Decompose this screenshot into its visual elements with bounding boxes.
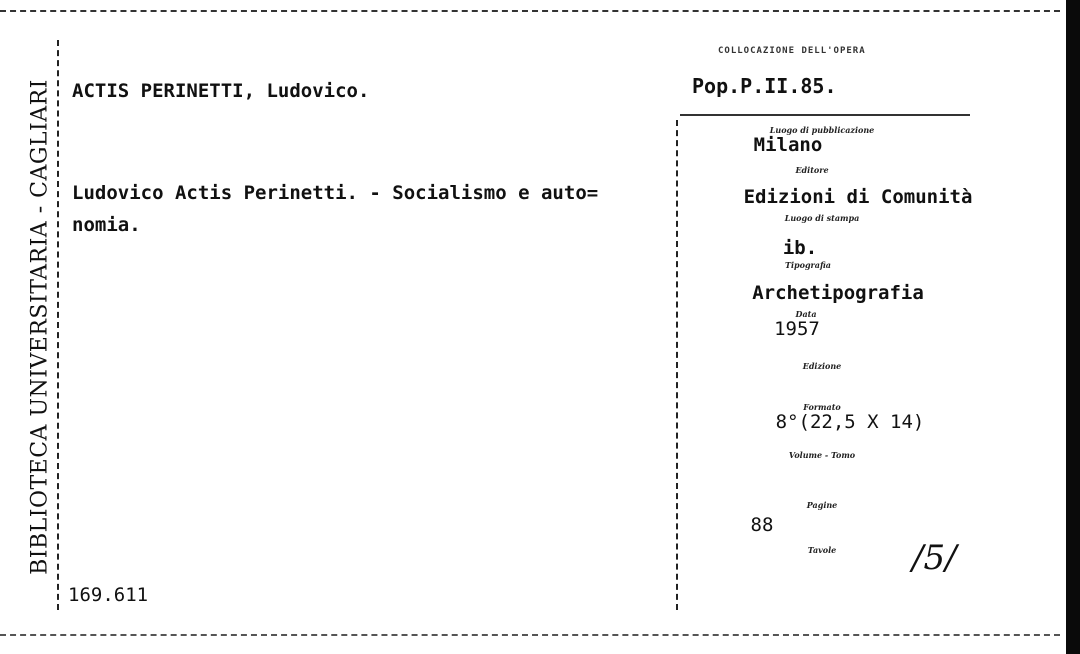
volumes-label: Volume - Tomo — [788, 450, 856, 460]
date-label: Data — [795, 309, 817, 319]
format-value: 8°(22,5 X 14) — [775, 411, 925, 433]
left-margin-rule — [57, 40, 59, 610]
author-heading: ACTIS PERINETTI, Ludovico. — [72, 80, 370, 102]
printer-value: Archetipografia — [752, 282, 924, 304]
call-number: 169.611 — [68, 584, 149, 606]
bottom-border — [0, 634, 1060, 636]
pages-label: Pagine — [806, 500, 838, 510]
print-place-value: ib. — [782, 237, 818, 259]
publisher-label: Editore — [795, 165, 829, 175]
place-value: Milano — [753, 134, 823, 156]
pages-value: 88 — [750, 514, 774, 536]
title-line-1: Ludovico Actis Perinetti. - Socialismo e auto= — [72, 182, 599, 204]
shelfmark: Pop.P.II.85. — [692, 74, 837, 98]
details-column-top-rule — [680, 114, 970, 116]
title-line-2: nomia. — [72, 214, 141, 236]
print-place-label: Luogo di stampa — [784, 213, 860, 223]
format-label: Formato — [803, 402, 841, 412]
publisher-value: Edizioni di Comunità — [743, 186, 973, 208]
edition-label: Edizione — [802, 361, 842, 371]
collocation-label: COLLOCAZIONE DELL'OPERA — [718, 46, 866, 56]
printer-label: Tipografia — [785, 260, 831, 270]
details-column-rule — [676, 120, 678, 610]
top-border — [0, 10, 1060, 12]
library-name: BIBLIOTECA UNIVERSITARIA - CAGLIARI — [27, 79, 53, 575]
date-value: 1957 — [774, 318, 820, 340]
place-label: Luogo di pubblicazione — [769, 125, 875, 135]
handwritten-mark: /5/ — [912, 538, 957, 578]
scan-edge — [1066, 0, 1080, 654]
plates-label: Tavole — [807, 545, 837, 555]
